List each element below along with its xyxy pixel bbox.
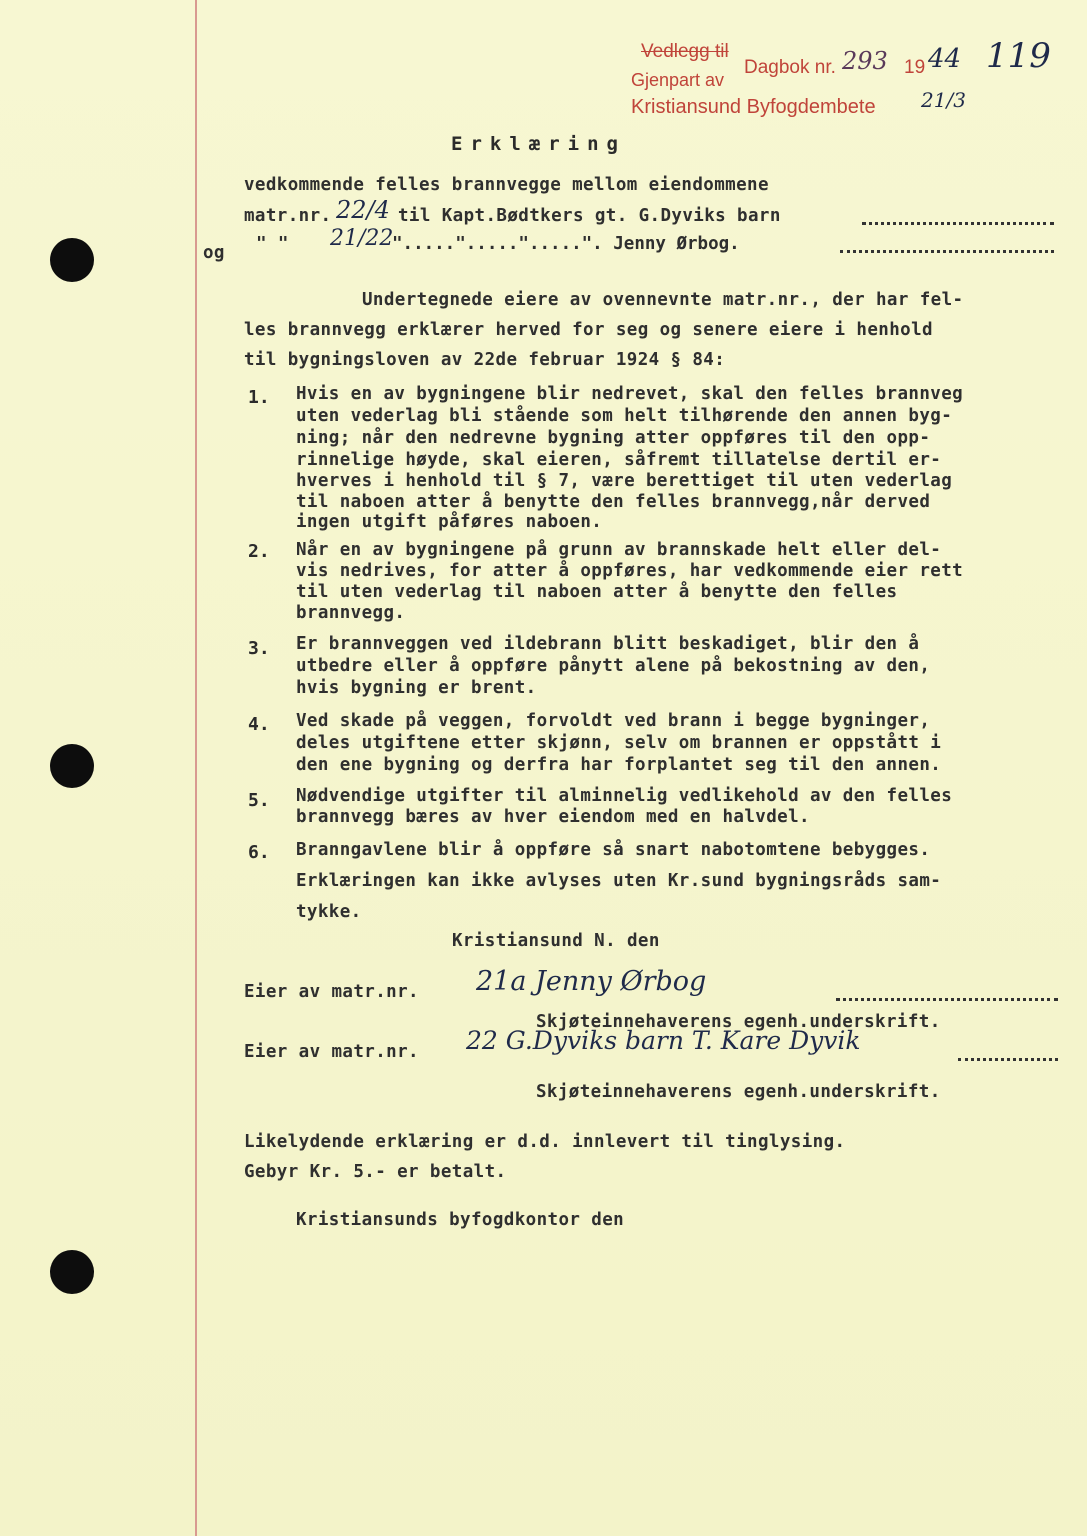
clause-line: brannvegg bæres av hver eiendom med en halvdel. bbox=[296, 807, 810, 827]
clause-line: ning; når den nedrevne bygning atter oppføres til den opp- bbox=[296, 428, 931, 448]
stamp-gjenpart: Gjenpart av bbox=[631, 70, 725, 90]
owner-label: Eier av matr.nr. bbox=[244, 1042, 419, 1062]
clause-line: brannvegg. bbox=[296, 603, 406, 623]
clause-line: Ved skade på veggen, forvoldt ved brann i begge bygninger, bbox=[296, 711, 931, 731]
clause-line: Branngavlene blir å oppføre så snart nabotomtene bebygges. bbox=[296, 840, 931, 860]
owner-label: Eier av matr.nr. bbox=[244, 982, 419, 1002]
clause-number: 4. bbox=[248, 714, 270, 735]
stamp-dagbok-number: 293 bbox=[842, 47, 888, 75]
clause-number: 3. bbox=[248, 638, 270, 659]
intro-line-2-matrnr: 22/4 bbox=[336, 196, 390, 224]
intro-line-2-prefix: matr.nr. bbox=[244, 206, 332, 226]
preamble-line: til bygningsloven av 22de februar 1924 § 84: bbox=[244, 350, 726, 370]
footer-line: Gebyr Kr. 5.- er betalt. bbox=[244, 1162, 507, 1182]
intro-line-2-text: til Kapt.Bødtkers gt. G.Dyviks barn bbox=[398, 206, 781, 226]
punch-hole-top bbox=[50, 238, 94, 282]
owner-caption: Skjøteinnehaverens egenh.underskrift. bbox=[536, 1082, 941, 1102]
preamble-line: Undertegnede eiere av ovennevnte matr.nr., der har fel- bbox=[362, 290, 964, 310]
clause-line: hvis bygning er brent. bbox=[296, 678, 537, 698]
stamp-year-suffix: 44 bbox=[928, 44, 962, 74]
stamp-dagbok-label: Dagbok nr. bbox=[744, 57, 836, 78]
intro-line-3-matrnr: 21/22 bbox=[330, 226, 394, 251]
clause-line: uten vederlag bli stående som helt tilhørende den annen byg- bbox=[296, 406, 953, 426]
clause-line: til uten vederlag til naboen atter å benytte den felles bbox=[296, 582, 898, 602]
dotted-fill bbox=[862, 222, 1054, 225]
signature-line bbox=[958, 1058, 1058, 1061]
stamp-date: 21/3 bbox=[921, 88, 966, 112]
stamp-year-prefix: 19 bbox=[904, 57, 926, 78]
clause-number: 5. bbox=[248, 790, 270, 811]
owner-signature: 21a Jenny Ørbog bbox=[476, 966, 707, 997]
place-date: Kristiansund N. den bbox=[452, 931, 660, 951]
clause-line: tykke. bbox=[296, 902, 362, 922]
document-title: Erklæring bbox=[451, 133, 626, 155]
office-line: Kristiansunds byfogdkontor den bbox=[296, 1210, 625, 1230]
preamble-line: les brannvegg erklærer herved for seg og senere eiere i henhold bbox=[244, 320, 933, 340]
punch-hole-bottom bbox=[50, 1250, 94, 1294]
page-number: 119 bbox=[986, 36, 1051, 76]
clause-line: deles utgiftene etter skjønn, selv om brannen er oppstått i bbox=[296, 733, 942, 753]
clause-line: Hvis en av bygningene blir nedrevet, skal den felles brannveg bbox=[296, 384, 964, 404]
punch-hole-middle bbox=[50, 744, 94, 788]
clause-line: den ene bygning og derfra har forplantet seg til den annen. bbox=[296, 755, 942, 775]
signature-line bbox=[836, 998, 1058, 1001]
dotted-fill bbox=[840, 250, 1054, 253]
stamp-office: Kristiansund Byfogdembete bbox=[631, 96, 876, 118]
clause-line: ingen utgift påføres naboen. bbox=[296, 512, 603, 532]
clause-line: Nødvendige utgifter til alminnelig vedlikehold av den felles bbox=[296, 786, 953, 806]
clause-line: utbedre eller å oppføre pånytt alene på bekostning av den, bbox=[296, 656, 931, 676]
margin-rule bbox=[195, 0, 197, 1536]
stamp-vedlegg: Vedlegg til bbox=[641, 41, 729, 62]
intro-line-3-ditto: " " bbox=[256, 234, 289, 254]
clause-line: Når en av bygningene på grunn av brannskade helt eller del- bbox=[296, 540, 942, 560]
clause-number: 2. bbox=[248, 541, 270, 562]
clause-line: Erklæringen kan ikke avlyses uten Kr.sund bygningsråds sam- bbox=[296, 871, 942, 891]
clause-number: 6. bbox=[248, 842, 270, 863]
clause-line: til naboen atter å benytte den felles brannvegg,når derved bbox=[296, 492, 931, 512]
intro-line-1: vedkommende felles brannvegge mellom eiendommene bbox=[244, 175, 769, 195]
clause-line: vis nedrives, for atter å oppføres, har vedkommende eier rett bbox=[296, 561, 964, 581]
intro-line-3-rest: ".....".....".....". Jenny Ørbog. bbox=[392, 234, 740, 254]
clause-line: hverves i henhold til § 7, være berettiget til uten vederlag bbox=[296, 471, 953, 491]
owner-caption: Skjøteinnehaverens egenh.underskrift. bbox=[536, 1012, 941, 1032]
intro-line-3-og: og bbox=[203, 243, 225, 263]
clause-line: Er brannveggen ved ildebrann blitt beskadiget, blir den å bbox=[296, 634, 920, 654]
clause-number: 1. bbox=[248, 387, 270, 408]
owner-signature: 22 G.Dyviks barn T. Kare Dyvik bbox=[466, 1026, 861, 1055]
clause-line: rinnelige høyde, skal eieren, såfremt tillatelse dertil er- bbox=[296, 450, 942, 470]
footer-line: Likelydende erklæring er d.d. innlevert til tinglysing. bbox=[244, 1132, 846, 1152]
